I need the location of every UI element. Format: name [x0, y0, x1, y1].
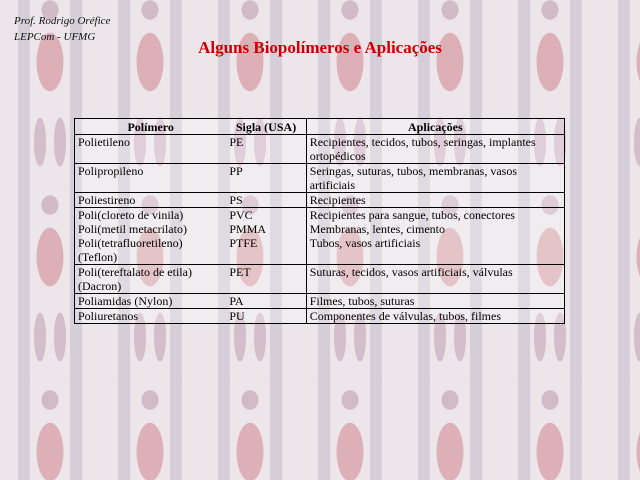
table-row	[75, 208, 565, 223]
header-polymer: Polímero	[75, 119, 227, 135]
table-row	[75, 265, 565, 294]
applications-cell: Membranas, lentes, cimento	[306, 222, 564, 236]
table-row	[75, 135, 565, 164]
polymer-cell: Poliuretanos	[75, 309, 227, 324]
applications-cell: Filmes, tubos, suturas	[306, 294, 564, 309]
applications-cell: Recipientes, tecidos, tubos, seringas, implantes ortopédicos	[306, 135, 564, 164]
table-header-row	[75, 119, 565, 135]
table-row	[75, 193, 565, 208]
polymer-cell: Poli(metil metacrilato)	[75, 222, 227, 236]
acronym-cell: PU	[226, 309, 306, 324]
applications-cell: Recipientes para sangue, tubos, conectores	[306, 208, 564, 223]
applications-cell: Suturas, tecidos, vasos artificiais, válvulas	[306, 265, 564, 294]
acronym-cell: PET	[226, 265, 306, 294]
header-applications: Aplicações	[306, 119, 564, 135]
table-row	[75, 294, 565, 309]
polymer-cell: Poliestireno	[75, 193, 227, 208]
applications-cell: Tubos, vasos artificiais	[306, 236, 564, 265]
acronym-cell: PMMA	[229, 222, 267, 236]
author-name: Prof. Rodrigo Oréfice	[14, 15, 111, 27]
biopolymer-table	[74, 118, 565, 324]
polymer-cell: Polipropileno	[75, 164, 227, 193]
table-row	[75, 222, 565, 236]
applications-cell: Seringas, suturas, tubos, membranas, vasos artificiais	[306, 164, 564, 193]
acronym-cell: PTFE	[226, 236, 306, 265]
header-acronym: Sigla (USA)	[226, 119, 306, 135]
applications-cell: Recipientes	[306, 193, 564, 208]
table-row	[75, 236, 565, 265]
slide-title: Alguns Biopolímeros e Aplicações	[198, 38, 442, 57]
applications-cell: Componentes de válvulas, tubos, filmes	[306, 309, 564, 324]
polymer-cell: Poliamidas (Nylon)	[75, 294, 227, 309]
slide-title-wrap	[0, 38, 640, 58]
polymer-cell: Poli(tetrafluoretileno) (Teflon)	[75, 236, 227, 265]
table-row	[75, 309, 565, 324]
table-row	[75, 164, 565, 193]
acronym-cell: PA	[226, 294, 306, 309]
acronym-cell: PVC	[229, 208, 253, 222]
author-affiliation: LEPCom - UFMG	[14, 31, 96, 43]
polymer-cell: Polietileno	[75, 135, 227, 164]
acronym-cell: PS	[226, 193, 306, 208]
polymer-cell: Poli(tereftalato de etila) (Dacron)	[75, 265, 227, 294]
polymer-cell: Poli(cloreto de vinila)	[75, 208, 227, 223]
acronym-cell: PE	[226, 135, 306, 164]
acronym-cell: PP	[226, 164, 306, 193]
